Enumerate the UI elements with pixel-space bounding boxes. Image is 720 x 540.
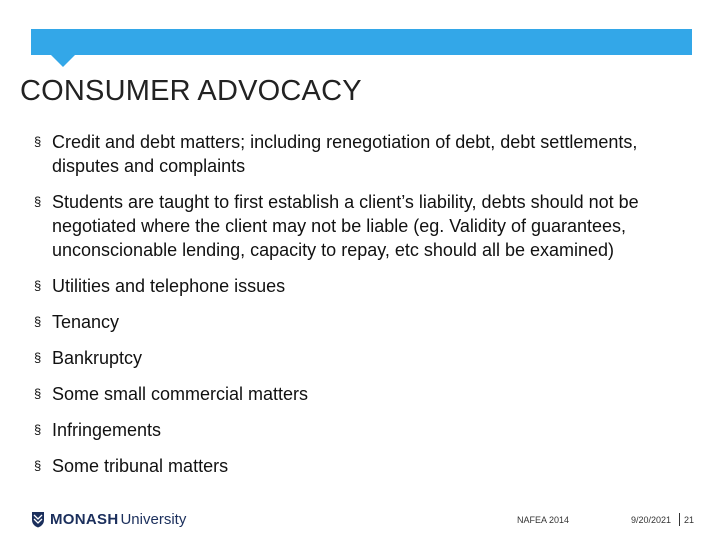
bullet-marker: § — [34, 314, 42, 329]
bullet-item — [34, 382, 694, 406]
bullet-text: Some small commercial matters — [52, 384, 309, 404]
bullet-marker: § — [34, 134, 42, 149]
footer-date: 9/20/2021 — [631, 515, 672, 525]
monash-shield-icon — [31, 511, 45, 528]
bullet-list — [34, 130, 694, 478]
logo-wordmark-bold: MONASH — [50, 510, 119, 528]
header-accent-bar — [31, 29, 692, 55]
bullet-text: Infringements — [52, 420, 162, 440]
bullet-marker: § — [34, 458, 42, 473]
bullet-item — [34, 310, 694, 334]
header-accent-pointer — [51, 55, 75, 67]
bullet-text: Students are taught to first establish a client’s liability, debts should not be negotiated where the client may not be liable (eg. Validity of guarantees, unconscionable lending, capacity to repay, etc should all be examined) — [52, 192, 639, 260]
bullet-item — [34, 346, 694, 370]
bullet-marker: § — [34, 194, 42, 209]
footer-divider — [679, 513, 680, 526]
bullet-item — [34, 190, 694, 262]
bullet-item — [34, 130, 694, 178]
slide-title: CONSUMER ADVOCACY — [20, 75, 362, 107]
bullet-text: Credit and debt matters; including renegotiation of debt, debt settlements, disputes and complaints — [52, 132, 638, 176]
bullet-item — [34, 418, 694, 442]
bullet-marker: § — [34, 386, 42, 401]
bullet-marker: § — [34, 350, 42, 365]
bullet-text: Some tribunal matters — [52, 456, 229, 476]
bullet-text: Bankruptcy — [52, 348, 143, 368]
logo-wordmark-regular: University — [120, 510, 187, 528]
bullet-item — [34, 454, 694, 478]
bullet-marker: § — [34, 422, 42, 437]
bullet-marker: § — [34, 278, 42, 293]
bullet-item — [34, 274, 694, 298]
monash-logo — [31, 508, 186, 530]
bullet-text: Utilities and telephone issues — [52, 276, 286, 296]
page-number: 21 — [684, 515, 695, 525]
footer-event: NAFEA 2014 — [517, 515, 570, 525]
bullet-text: Tenancy — [52, 312, 120, 332]
